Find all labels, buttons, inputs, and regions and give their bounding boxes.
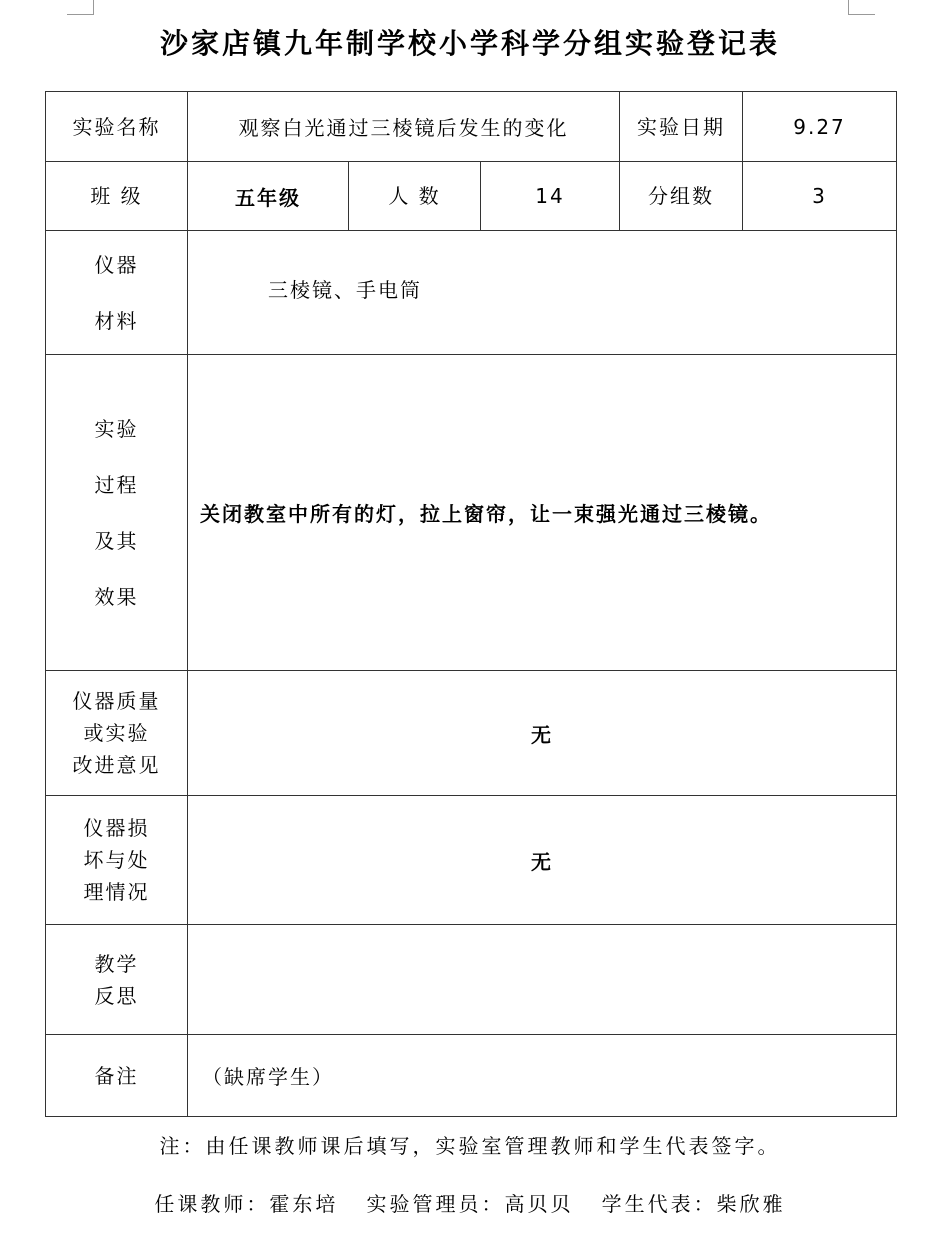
table-row — [46, 162, 897, 231]
crop-mark-top-left — [67, 0, 94, 15]
signature-line — [0, 1188, 940, 1217]
experiment-date-value: 9.27 — [743, 92, 897, 162]
materials-value — [188, 231, 897, 355]
quality-value: 无 — [188, 671, 897, 796]
experiment-name-label: 实验名称 — [46, 92, 188, 162]
table-row — [46, 231, 897, 355]
quality-label-line: 改进意见 — [72, 753, 161, 777]
materials-label — [46, 231, 188, 355]
process-value: 关闭教室中所有的灯，拉上窗帘，让一束强光通过三棱镜。 — [188, 355, 897, 671]
group-count-label: 分组数 — [620, 162, 743, 231]
table-row — [46, 92, 897, 162]
reflection-label — [46, 925, 188, 1035]
damage-label — [46, 796, 188, 925]
materials-label-line: 材料 — [94, 308, 139, 333]
process-label-line: 效果 — [94, 584, 139, 609]
experiment-name-value: 观察白光通过三棱镜后发生的变化 — [188, 92, 620, 162]
damage-value: 无 — [188, 796, 897, 925]
quality-label-line: 或实验 — [83, 721, 150, 745]
people-count-label: 人 数 — [349, 162, 481, 231]
people-count-value: 14 — [481, 162, 620, 231]
reflection-label-line: 反思 — [94, 983, 139, 1008]
process-label-line: 实验 — [94, 416, 139, 441]
materials-label-line: 仪器 — [94, 252, 139, 277]
manager-signature: 实验管理员：高贝贝 — [366, 1192, 574, 1216]
damage-label-line: 坏与处 — [83, 848, 150, 872]
quality-label — [46, 671, 188, 796]
damage-label-line: 理情况 — [83, 880, 150, 904]
reflection-label-line: 教学 — [94, 951, 139, 976]
experiment-date-label: 实验日期 — [620, 92, 743, 162]
process-label-line: 过程 — [94, 472, 139, 497]
teacher-signature: 任课教师：霍东培 — [154, 1192, 339, 1216]
experiment-record-table — [45, 91, 897, 1117]
page-title: 沙家店镇九年制学校小学科学分组实验登记表 — [159, 27, 780, 60]
table-row — [46, 671, 897, 796]
process-label — [46, 355, 188, 671]
materials-text: 三棱镜、手电筒 — [268, 278, 422, 302]
class-label: 班 级 — [46, 162, 188, 231]
remarks-value: （缺席学生） — [188, 1035, 897, 1117]
quality-label-line: 仪器质量 — [72, 689, 161, 713]
table-row — [46, 925, 897, 1035]
process-label-line: 及其 — [94, 528, 139, 553]
damage-label-line: 仪器损 — [83, 816, 150, 840]
student-rep-signature: 学生代表：柴欣雅 — [601, 1192, 786, 1216]
table-row — [46, 796, 897, 925]
footer-note: 注：由任课教师课后填写，实验室管理教师和学生代表签字。 — [159, 1134, 781, 1158]
table-row — [46, 355, 897, 671]
class-value: 五年级 — [188, 162, 349, 231]
table-row — [46, 1035, 897, 1117]
group-count-value: 3 — [743, 162, 897, 231]
remarks-label: 备注 — [46, 1035, 188, 1117]
reflection-value — [188, 925, 897, 1035]
crop-mark-top-right — [848, 0, 875, 15]
